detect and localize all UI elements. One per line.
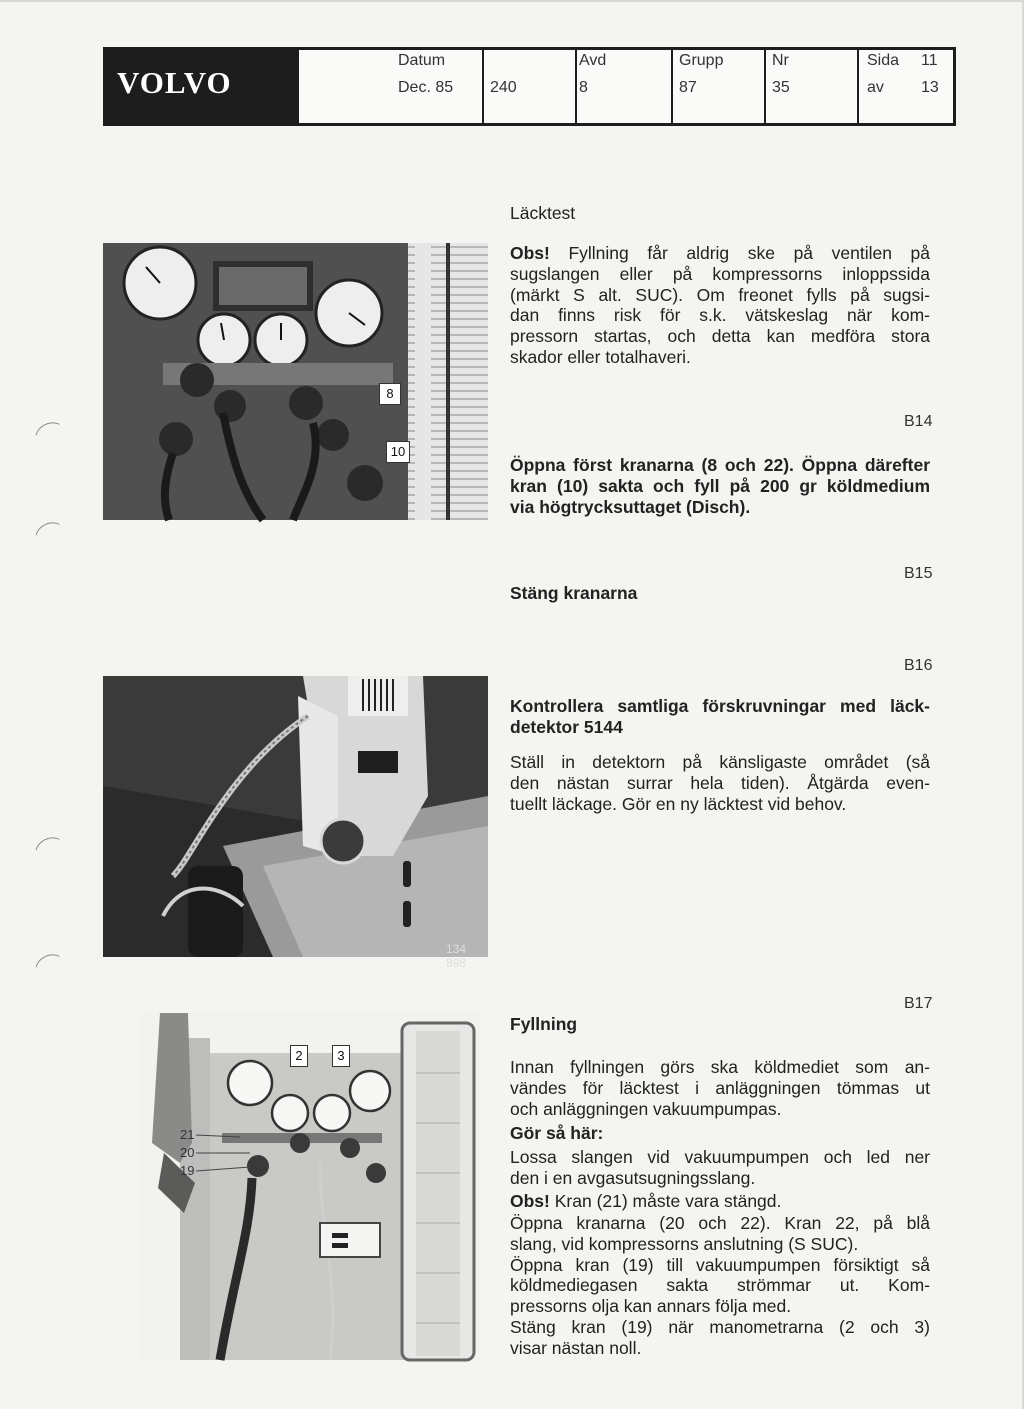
photo-label-19: 19 [180, 1163, 195, 1178]
photo-label-20: 20 [180, 1145, 195, 1160]
volvo-logo: VOLVO [117, 65, 232, 100]
b16-line-3: tuellt läckage. Gör en ny läcktest vid behov. [510, 793, 847, 814]
obs-line-1: Fyllning får aldrig ske på ventilen på [568, 243, 930, 263]
header-dept-value: 8 [579, 79, 588, 96]
b17-obs-label: Obs! [510, 1191, 550, 1211]
header-group-value: 87 [679, 79, 697, 96]
header-page-value: 11 [921, 52, 938, 69]
header-dept-label: Avd [579, 52, 607, 69]
photo-gauge-manifold [103, 243, 488, 520]
step-code-b16: B16 [904, 657, 933, 674]
header-date-value: Dec. 85 [398, 79, 454, 96]
photo-label-3: 3 [332, 1045, 350, 1067]
step-code-b17: B17 [904, 995, 933, 1012]
b17-obs-text: Kran (21) måste vara stängd. [554, 1191, 782, 1211]
b16-line-1: Ställ in detektorn på känsligaste området (så [510, 752, 930, 772]
step-code-b14: B14 [904, 413, 933, 430]
binder-hole-mark [35, 832, 59, 856]
obs-line-2: sugslangen eller på kompressorns inloppssida [510, 263, 930, 284]
obs-line-4: dan finns risk för s.k. vätskeslag när kom- [510, 305, 930, 326]
b17-do-label: Gör så här: [510, 1123, 604, 1143]
binder-hole-mark [35, 949, 59, 973]
b17-step-line-5: pressorns olja kan annars följa med. [510, 1296, 792, 1317]
header-page-of: av [867, 79, 884, 96]
photo-leak-detector [103, 676, 488, 970]
photo-label-21: 21 [180, 1127, 195, 1142]
b17-steps [510, 1213, 930, 1359]
document-header [103, 47, 956, 126]
b14-line-3: via högtrycksuttaget (Disch). [510, 496, 751, 517]
b14-line-2: kran (10) sakta och fyll på 200 gr köldmedium [510, 475, 930, 496]
header-page-label: Sida [867, 52, 900, 69]
step-code-b15: B15 [904, 565, 933, 582]
b17-intro [510, 1057, 930, 1119]
b16-line-2: den nästan surrar hela tiden). Åtgärda even- [510, 772, 930, 793]
section-title-lacktest: Läcktest [510, 203, 576, 223]
b17-step-line-7: visar nästan noll. [510, 1337, 642, 1358]
b16-heading-line-1: Kontrollera samtliga förskruvningar med läck- [510, 696, 930, 716]
b17-do-line-2: den i en avgasutsugningsslang. [510, 1167, 756, 1188]
header-number-value: 35 [772, 79, 790, 96]
b16-heading-line-2: detektor 5144 [510, 716, 623, 737]
b17-step-line-1: Öppna kranarna (20 och 22). Kran 22, på blå [510, 1213, 930, 1233]
binder-hole-mark [35, 517, 59, 541]
b17-do-line-1: Lossa slangen vid vakuumpumpen och led ner [510, 1147, 930, 1167]
photo-label-10: 10 [386, 441, 410, 463]
header-group-label: Grupp [679, 52, 724, 69]
b17-title: Fyllning [510, 1014, 578, 1034]
obs-line-3: (märkt S alt. SUC). Om freonet fylls på sugsi- [510, 284, 930, 305]
b17-intro-line-2: vändes för läcktest i anläggningen tömmas ut [510, 1077, 930, 1098]
b17-step-line-2: slang, vid kompressorns anslutning (S SUC). [510, 1233, 859, 1254]
b16-body [510, 752, 930, 814]
page-top-edge [0, 0, 1024, 2]
obs-line-5: pressorn startas, och detta kan medföra stora [510, 326, 930, 347]
header-number-label: Nr [772, 52, 789, 69]
b17-do-text [510, 1147, 930, 1189]
b17-intro-line-1: Innan fyllningen görs ska köldmediet som an- [510, 1057, 930, 1077]
photo-label-8: 8 [379, 383, 401, 405]
b17-step-line-4: köldmediegasen sakta strömmar ut. Kom- [510, 1275, 930, 1296]
b15-text: Stäng kranarna [510, 583, 638, 603]
b17-step-line-3: Öppna kran (19) till vakuumpumpen försiktigt så [510, 1254, 930, 1275]
photo-id-134898: 134 898 [446, 942, 467, 970]
header-cell-date [299, 50, 482, 123]
b14-instruction [510, 455, 930, 517]
binder-hole-mark [35, 417, 59, 441]
b17-obs [510, 1191, 781, 1212]
photo-label-2: 2 [290, 1045, 308, 1067]
header-model-value: 240 [490, 79, 517, 96]
obs-label: Obs! [510, 243, 550, 263]
photo-charging-station [140, 1013, 480, 1360]
b17-intro-line-3: och anläggningen vakuumpumpas. [510, 1098, 782, 1119]
b17-step-line-6: Stäng kran (19) när manometrarna (2 och 3) [510, 1316, 930, 1337]
header-date-label: Datum [398, 52, 446, 69]
b16-heading [510, 696, 930, 738]
header-page-total: 13 [921, 79, 939, 96]
obs-paragraph-1 [510, 243, 930, 368]
obs-line-6: skador eller totalhaveri. [510, 346, 691, 367]
b14-line-1: Öppna först kranarna (8 och 22). Öppna därefter [510, 455, 930, 475]
